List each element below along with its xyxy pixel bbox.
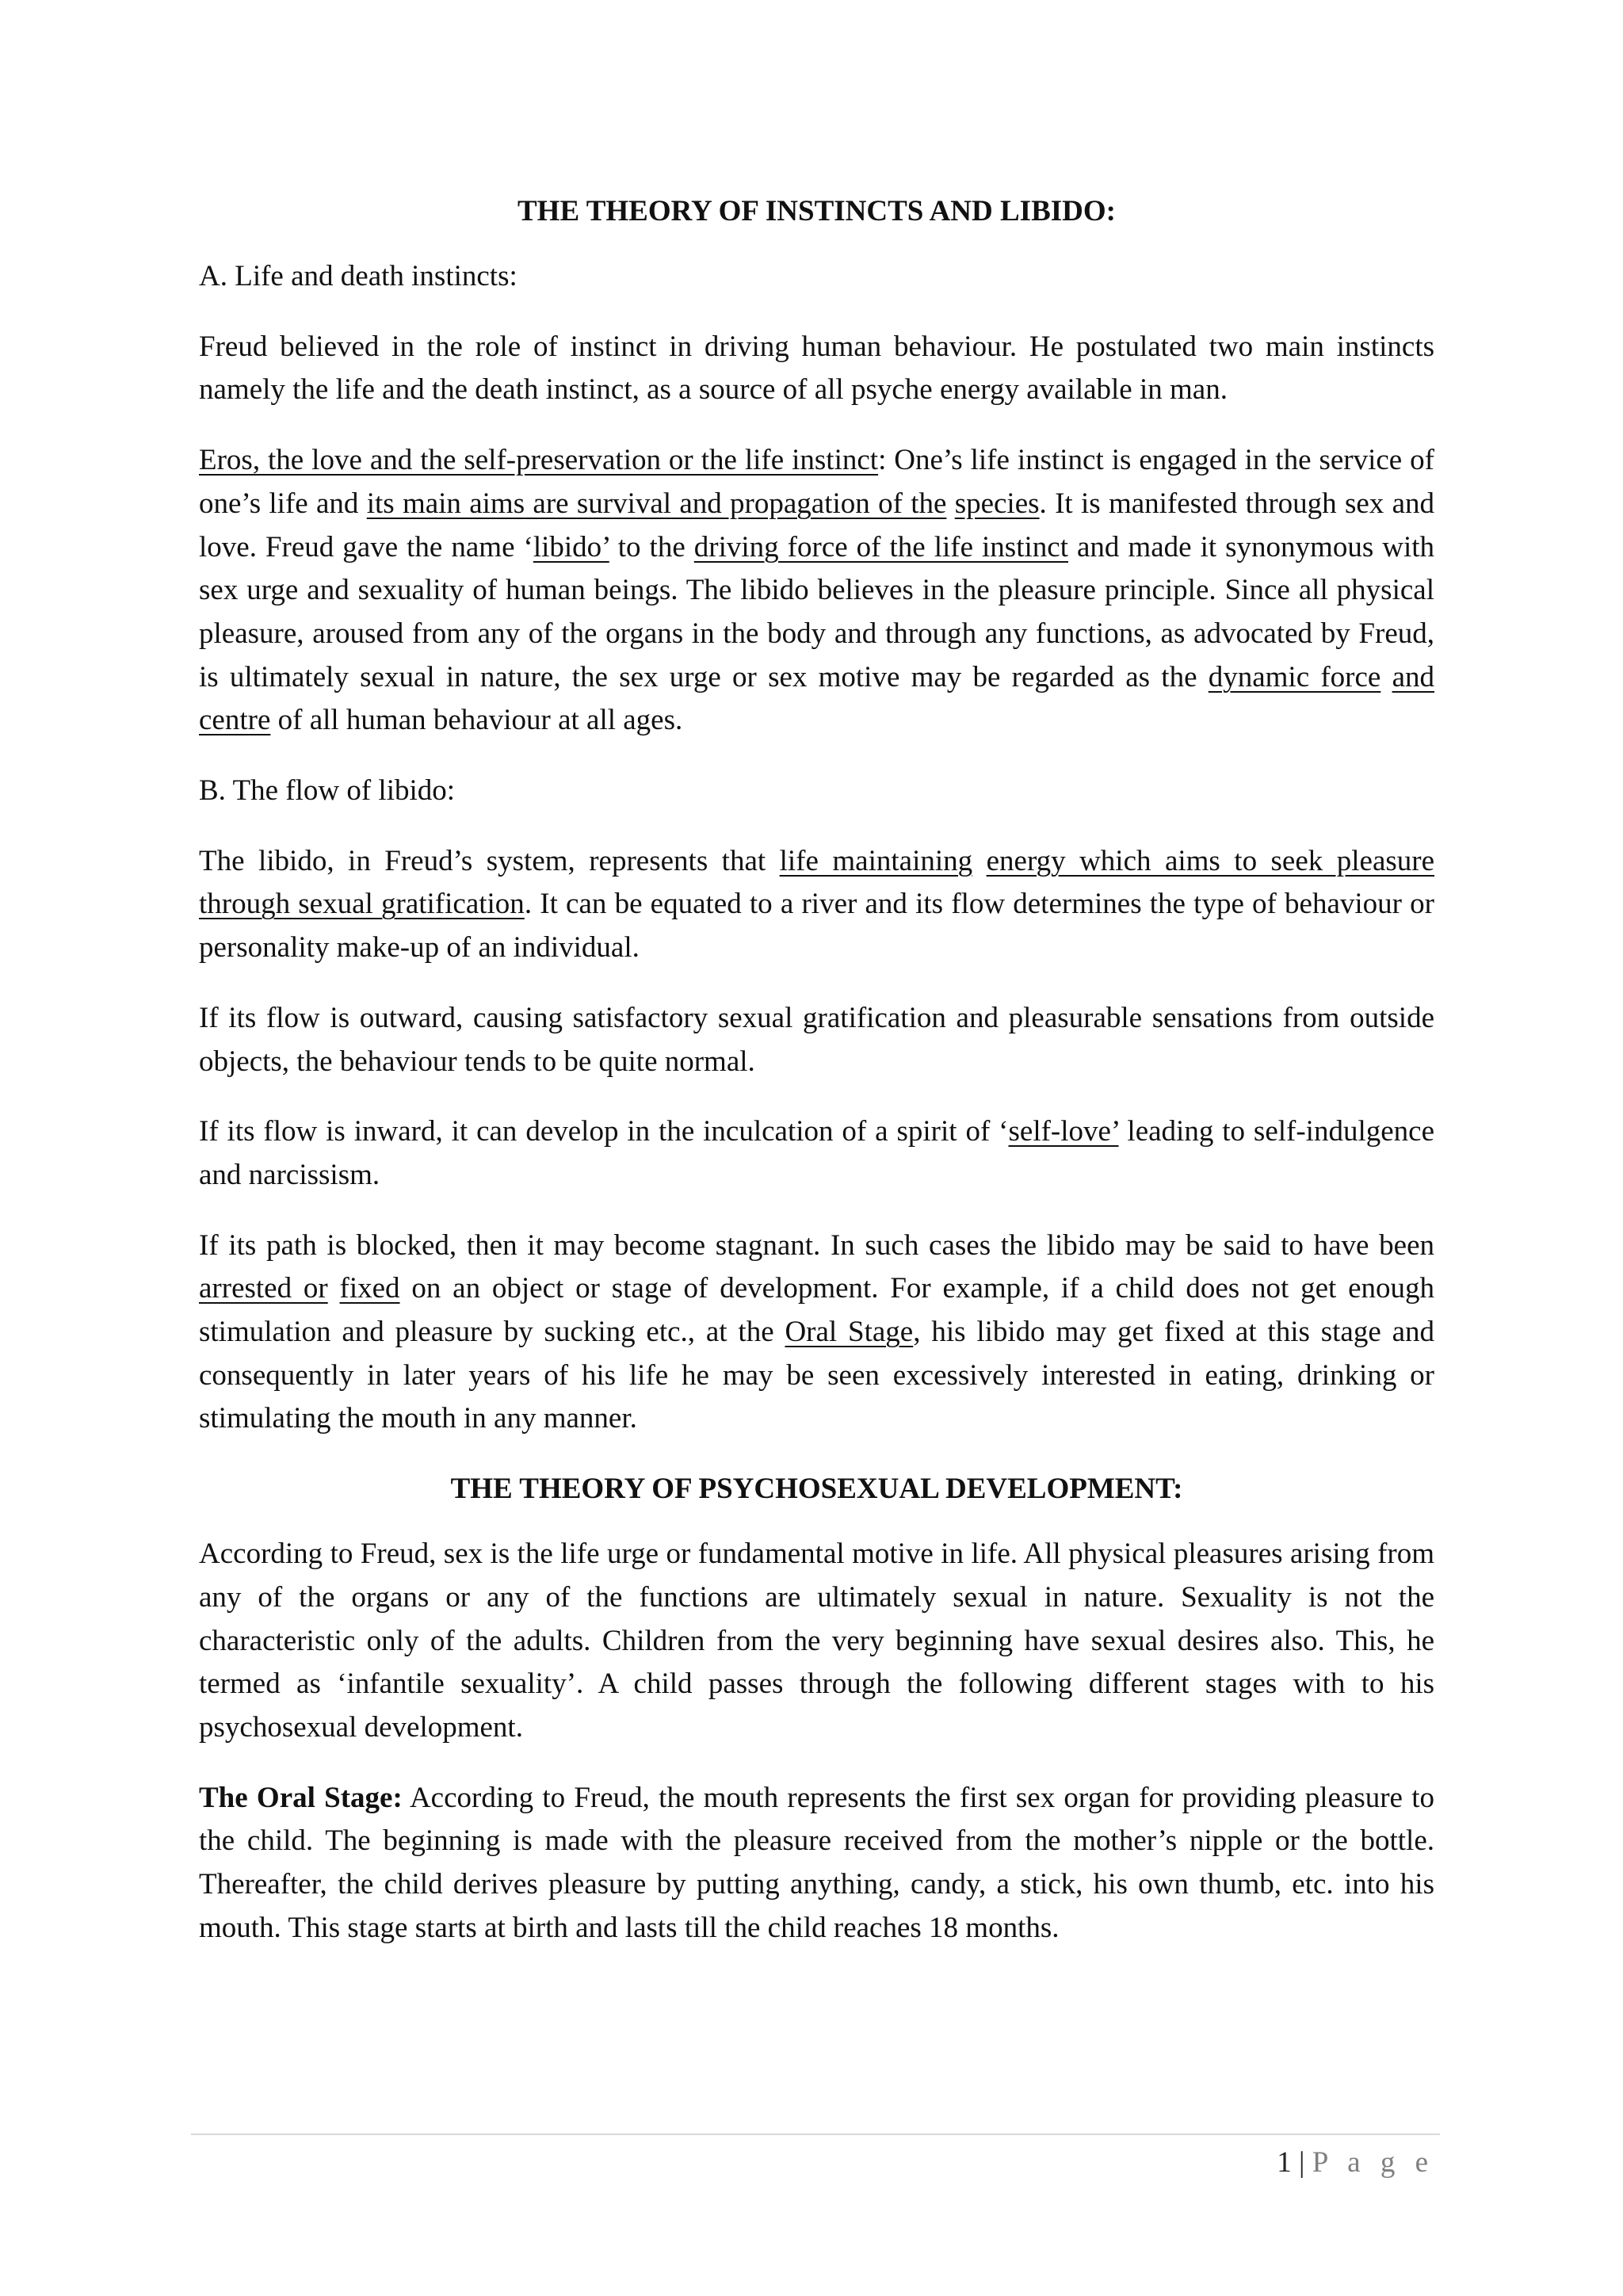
document-page: [199, 190, 1434, 1977]
underlined-text: fixed: [339, 1272, 400, 1305]
text: [1381, 661, 1392, 693]
section-a-heading: A. Life and death instincts:: [199, 260, 517, 292]
footer-separator: |: [1299, 2146, 1305, 2179]
underlined-text: driving force of the life instinct: [693, 530, 1068, 563]
underlined-text: libido’: [533, 530, 609, 563]
text: , his libido may get fixed at this stage and consequently in later years of his life he may be seen excessively interested in eating, drinking or stimulating the mouth in any manner.: [199, 1316, 1434, 1435]
text: on an object or stage of development. For example, if a child does not get enough stimulation and pleasure by sucking etc., at the: [199, 1272, 1434, 1349]
section-b-paragraph-3: [199, 1110, 1434, 1197]
section-c-paragraph-1: According to Freud, sex is the life urge or fundamental motive in life. All physical pleasures arising from any of the organs or any of the functions are ultimately sexual in nature. Sexuality is not the characteristic only of the adults. Children from the very beginning have sexual desires also. This, he termed as ‘infantile sexuality’. A child passes through the following different stages with to his psychosexual development.: [199, 1538, 1434, 1744]
section-c-paragraph-2: [199, 1777, 1434, 1950]
underlined-text: dynamic force: [1208, 660, 1381, 693]
footer-divider: [191, 2134, 1440, 2135]
section-c-title: THE THEORY OF PSYCHOSEXUAL DEVELOPMENT:: [450, 1473, 1183, 1506]
section-a-paragraph-1: Freud believed in the role of instinct in driving human behaviour. He postulated two main instincts namely the life and the death instinct, as a source of all psyche energy available in man.: [199, 330, 1434, 407]
section-a-paragraph-2: [199, 439, 1434, 743]
section-b-paragraph-2: If its flow is outward, causing satisfactory sexual gratification and pleasurable sensations from outside objects, the behaviour tends to be quite normal.: [199, 1001, 1434, 1078]
text: [946, 487, 954, 520]
underlined-text: energy which aims to seek pleasure through sexual gratification: [199, 844, 1435, 921]
underlined-text: Oral Stage: [785, 1316, 914, 1349]
document-title: THE THEORY OF INSTINCTS AND LIBIDO:: [517, 195, 1116, 227]
text: and made it synonymous with sex urge and sexuality of human beings. The libido believes in the pleasure principle. Since all physical pleasure, aroused from any of the organs in the body and through any functions, as advocated by Freud, is ultimately sexual in nature, the sex urge or sex motive may be regarded as the: [199, 530, 1435, 693]
text: The libido, in Freud’s system, represents that: [199, 844, 780, 877]
page-label: P a g e: [1312, 2146, 1434, 2179]
page-footer: [1277, 2143, 1434, 2183]
text: to the: [609, 530, 694, 563]
text: If its flow is inward, it can develop in the inculcation of a spirit of ‘: [199, 1115, 1009, 1148]
underlined-text: species: [954, 487, 1040, 520]
text: : One’s life instinct is engaged in the service of one’s life and: [199, 444, 1434, 520]
text: [972, 845, 986, 877]
bold-text: The Oral Stage:: [199, 1781, 403, 1814]
text: of all human behaviour at all ages.: [270, 704, 683, 737]
underlined-text: Eros, the love and the self-preservation or the life instinct: [199, 444, 879, 477]
text: . It can be equated to a river and its flow determines the type of behaviour or personality make-up of an individual.: [199, 888, 1435, 965]
underlined-text: self-love’: [1008, 1115, 1119, 1148]
page-number: 1: [1277, 2146, 1292, 2179]
section-b-heading: B. The flow of libido:: [199, 774, 456, 808]
text: leading to self-indulgence and narcissism.: [199, 1115, 1434, 1191]
underlined-text: life maintaining: [779, 844, 973, 877]
underlined-text: arrested or: [199, 1272, 328, 1305]
section-b-paragraph-4: [199, 1224, 1434, 1442]
section-b-paragraph-1: [199, 840, 1434, 970]
text: According to Freud, the mouth represents the first sex organ for providing pleasure to the child. The beginning is made with the pleasure received from the mother’s nipple or the bottle. Thereafter, the child derives pleasure by putting anything, candy, a stick, his own thumb, etc. into his mouth. This stage starts at birth and lasts till the child reaches 18 months.: [199, 1781, 1434, 1944]
text: If its path is blocked, then it may become stagnant. In such cases the libido may be said to have been: [199, 1228, 1434, 1262]
underlined-text: its main aims are survival and propagation of the: [366, 487, 947, 520]
text: [328, 1272, 340, 1305]
text: . It is manifested through sex and love. Freud gave the name ‘: [199, 487, 1434, 563]
underlined-text: and centre: [199, 660, 1434, 737]
